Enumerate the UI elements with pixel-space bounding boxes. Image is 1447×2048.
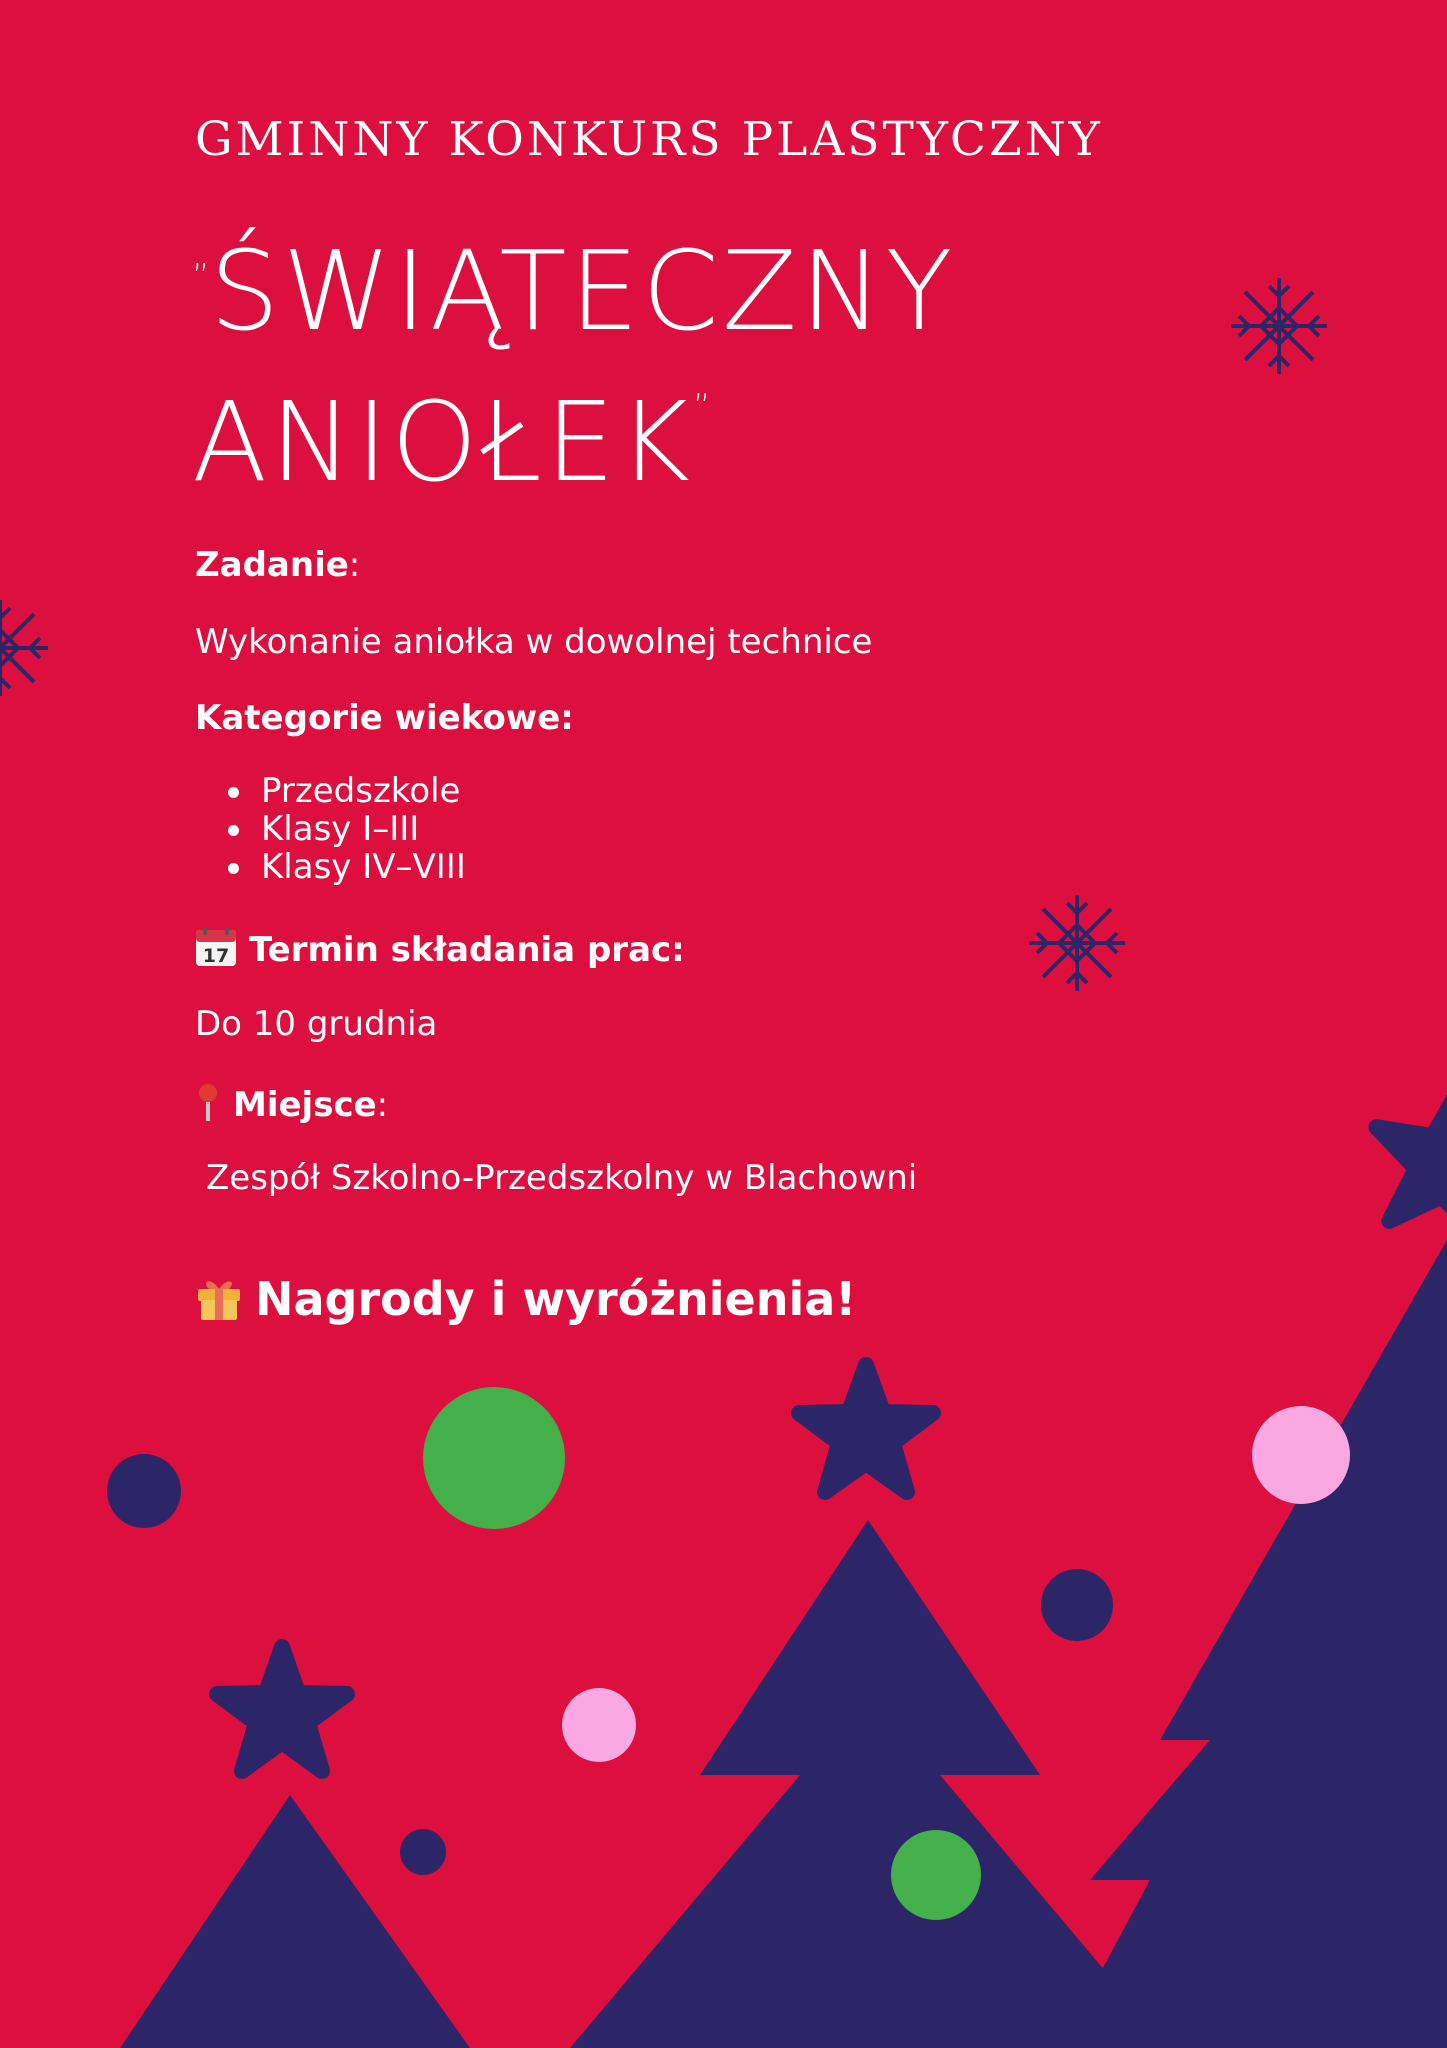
place-value: Zespół Szkolno-Przedszkolny w Blachowni — [206, 1158, 918, 1198]
star-icon — [1361, 1073, 1447, 1242]
ornament-ball — [562, 1688, 636, 1762]
ornament-ball — [107, 1454, 181, 1528]
title-line-1 — [192, 198, 1092, 355]
task-colon: : — [348, 545, 361, 585]
gift-icon — [195, 1275, 243, 1332]
pin-icon — [195, 1082, 221, 1131]
deadline-heading — [195, 927, 685, 976]
deadline-value: Do 10 grudnia — [195, 1004, 438, 1044]
categories-label: Kategorie wiekowe: — [195, 698, 574, 738]
snowflake-icon — [1231, 278, 1327, 374]
ornament-ball — [891, 1830, 981, 1920]
title-word-2: ANIOŁEK — [192, 378, 694, 506]
category-item: Klasy I–III — [226, 810, 466, 848]
ornament-ball — [1041, 1569, 1113, 1641]
prizes-text: Nagrody i wyróżnienia! — [255, 1272, 857, 1326]
categories-list — [226, 772, 466, 886]
close-quote: ” — [693, 387, 711, 427]
open-quote: „ — [192, 236, 210, 276]
poster-subtitle: GMINNY KONKURS PLASTYCZNY — [195, 112, 1103, 167]
title-word-1: ŚWIĄTECZNY — [209, 227, 956, 355]
category-item: Przedszkole — [226, 772, 466, 810]
svg-text:17: 17 — [202, 945, 230, 967]
snowflake-icon — [1029, 895, 1125, 991]
star-icon — [799, 1365, 933, 1492]
place-heading — [195, 1082, 388, 1131]
poster-title — [192, 198, 1092, 506]
task-label: Zadanie — [195, 545, 349, 585]
ornament-ball — [423, 1387, 565, 1529]
title-line-2 — [192, 349, 1092, 506]
task-text: Wykonanie aniołka w dowolnej technice — [195, 622, 873, 662]
star-icon — [217, 1647, 347, 1771]
task-heading — [195, 545, 360, 585]
snowflake-icon — [0, 600, 48, 696]
place-label: Miejsce — [233, 1085, 377, 1125]
ornament-ball — [400, 1829, 446, 1875]
category-item: Klasy IV–VIII — [226, 848, 466, 886]
deadline-label: Termin składania prac: — [249, 930, 685, 970]
tree-right — [1060, 1240, 1447, 2048]
prizes-heading — [195, 1272, 856, 1332]
place-colon: : — [376, 1085, 389, 1125]
ornament-ball — [1252, 1406, 1350, 1504]
calendar-icon — [195, 927, 237, 976]
